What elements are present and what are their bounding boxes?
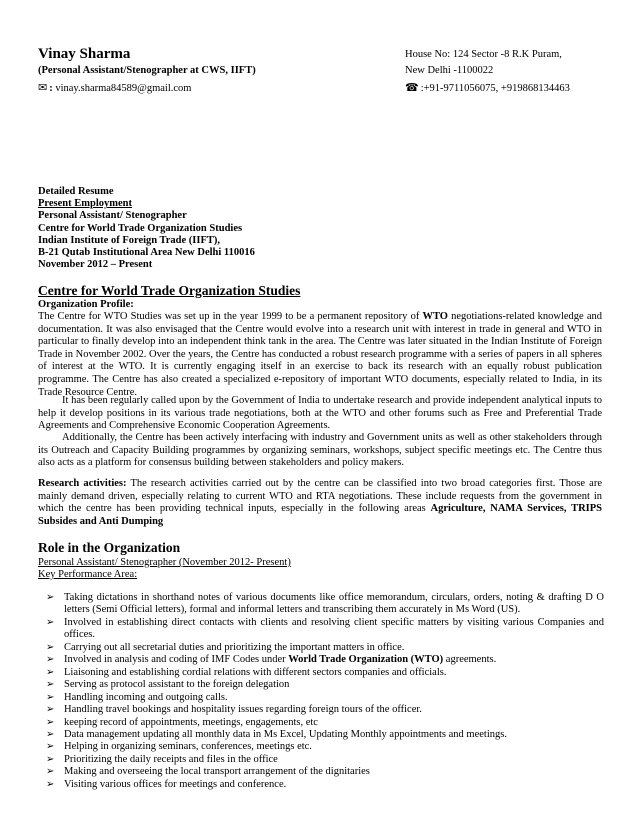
list-item: ➢ Involved in establishing direct contacts with clients and resolving client specific matters by visiting various Companies and offices.: [46, 616, 604, 641]
role-details: [38, 557, 291, 582]
employment-block: [38, 186, 255, 271]
employment-line: Indian Institute of Foreign Trade (IIFT),: [38, 234, 221, 246]
detailed-resume-label: Detailed Resume: [38, 186, 114, 197]
arrow-bullet-icon: ➢: [46, 741, 55, 753]
research-text: The research activities carried out by the centre can be classified into two broad categories first. Those are mainly demand driven, especially relating to current WTO and RTA negotiations. These include requests from the government in which the centre has been providing technical inputs, especially in the following areas: [38, 478, 602, 515]
cwto-heading: Centre for World Trade Organization Studies: [38, 283, 301, 298]
phone-icon: ☎: [405, 82, 419, 94]
list-item: ➢ Involved in analysis and coding of IMF Codes under World Trade Organization (WTO) agreements.: [46, 654, 497, 666]
p2-text: It has been regularly called upon by the Government of India to undertake research and provide independent analytical inputs to help it develop positions in its various trade negotiations, both at the WTO and other forums such as Free and Preferential Trade Agreements and Comprehensive Economic Cooperation Agreements.: [38, 395, 602, 432]
list-item: ➢ Serving as protocol assistant to the foreign delegation: [46, 679, 290, 691]
research-areas: Agriculture, NAMA Services, TRIPS Subsides and Anti Dumping: [38, 503, 602, 527]
org-paragraph-3: [38, 432, 602, 470]
role-position: Personal Assistant/ Stenographer (November 2012- Present): [38, 557, 291, 568]
list-item: ➢ Data management updating all monthly data in Ms Excel, Updating Monthly appointments and meetings.: [46, 728, 507, 740]
address-line-2: New Delhi -1100022: [405, 65, 494, 76]
arrow-bullet-icon: ➢: [46, 766, 55, 778]
list-item: ➢ Prioritizing the daily receipts and files in the office: [46, 753, 278, 765]
arrow-bullet-icon: ➢: [46, 654, 55, 666]
list-item: ➢ Liaisoning and establishing cordial relations with different sectors companies and officials.: [46, 666, 447, 678]
arrow-bullet-icon: ➢: [46, 716, 55, 728]
arrow-bullet-icon: ➢: [46, 704, 55, 716]
list-item: ➢ Handling travel bookings and hospitality issues regarding foreign tours of the officer.: [46, 704, 422, 716]
candidate-name: Vinay Sharma: [38, 46, 131, 62]
employment-line: November 2012 – Present: [38, 259, 153, 271]
arrow-bullet-icon: ➢: [46, 641, 55, 653]
list-item: ➢ Handling incoming and outgoing calls.: [46, 691, 228, 703]
p1-bold: WTO: [422, 311, 448, 322]
phone-line: ☎ :+91-9711056075, +919868134463: [405, 82, 570, 94]
arrow-bullet-icon: ➢: [46, 691, 55, 703]
address-line-1: House No: 124 Sector -8 R.K Puram,: [405, 49, 562, 60]
list-item: ➢ Taking dictations in shorthand notes of various documents like office memorandum, circulars, orders, noting & drafting D O letters (Semi Official letters), formal and informal letters and transcribing them accurately in Ms Word (US).: [46, 592, 604, 616]
arrow-bullet-icon: ➢: [46, 753, 55, 765]
p1-text-2: negotiations-related knowledge and documentation. It was also envisaged that the Centre would evolve into a research unit with interest in trade in general and WTO in particular to finally develop into an independent think tank in the area. The Centre was later situated in the Indian Institute of Foreign Trade in November 2002. Over the years, the Centre has conducted a robust research programme with a series of papers in all spheres of interest at the WTO. It is currently engaging itself in an exercise to back its research with an equally robust publication programme. The Centre has also created a specialized e-repository of important WTO documents, especially related to India, in its Trade Resource Centre.: [38, 311, 602, 398]
list-item: ➢ Visiting various offices for meetings and conference.: [46, 778, 287, 790]
role-heading: Role in the Organization: [38, 540, 181, 555]
list-item: ➢ Helping in organizing seminars, conferences, meetings etc.: [46, 741, 312, 753]
list-item: ➢ Carrying out all secretarial duties and prioritizing the important matters in office.: [46, 641, 405, 653]
envelope-icon: ✉: [38, 82, 48, 94]
arrow-bullet-icon: ➢: [46, 778, 55, 790]
arrow-bullet-icon: ➢: [46, 666, 55, 678]
research-paragraph: [38, 478, 602, 528]
arrow-bullet-icon: ➢: [46, 728, 55, 740]
list-item: ➢ Making and overseeing the local transport arrangement of the dignitaries: [46, 766, 370, 778]
list-item: ➢ keeping record of appointments, meetings, engagements, etc: [46, 716, 318, 728]
employment-line: B-21 Qutab Institutional Area New Delhi 110016: [38, 247, 255, 259]
p1-text: The Centre for WTO Studies was set up in the year 1999 to be a permanent repository of: [38, 311, 423, 322]
kpa-label: Key Performance Area:: [38, 569, 138, 581]
employment-line: Centre for World Trade Organization Studies: [38, 222, 243, 234]
org-profile-paragraph: [38, 311, 602, 399]
arrow-bullet-icon: ➢: [46, 616, 55, 628]
present-employment-label: Present Employment: [38, 198, 133, 210]
employment-line: Personal Assistant/ Stenographer: [38, 210, 187, 222]
p3-text: Additionally, the Centre has been actively interfacing with industry and Government units as well as other stakeholders through its Outreach and Capacity Building programmes by organizing seminars, workshops, subject specific meetings etc. The Centre thus also acts as a platform for consensus building between stakeholders and policy makers.: [38, 432, 602, 469]
arrow-bullet-icon: ➢: [46, 679, 55, 691]
phone-numbers: +91-9711056075, +919868134463: [423, 83, 570, 94]
email-address[interactable]: vinay.sharma84589@gmail.com: [55, 83, 192, 94]
arrow-bullet-icon: ➢: [46, 592, 55, 603]
org-profile-label: Organization Profile:: [38, 299, 134, 310]
research-label: Research activities:: [38, 478, 127, 489]
candidate-subtitle: (Personal Assistant/Stenographer at CWS, IIFT): [38, 65, 256, 76]
kpa-list: [38, 592, 604, 791]
org-paragraph-2: [38, 395, 602, 433]
email-line: ✉ : vinay.sharma84589@gmail.com: [38, 82, 192, 94]
